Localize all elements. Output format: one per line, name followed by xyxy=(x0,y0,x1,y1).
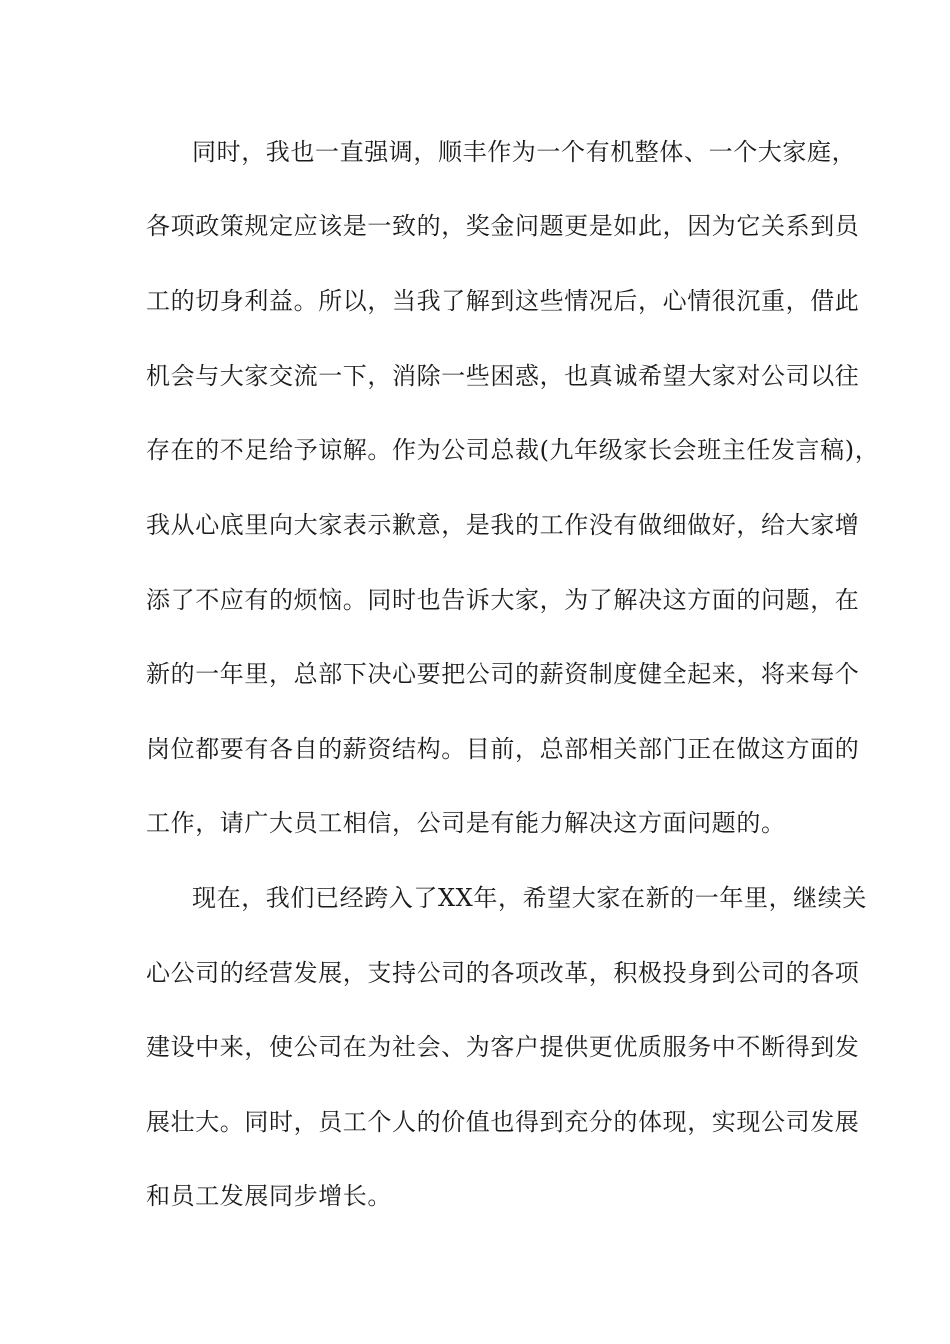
text-line: 同时，我也一直强调，顺丰作为一个有机整体、一个大家庭， xyxy=(192,138,857,166)
text-line: 展壮大。同时，员工个人的价值也得到充分的体现，实现公司发展 xyxy=(146,1108,860,1136)
text-line: 和员工发展同步增长。 xyxy=(146,1182,392,1210)
text-line: 工的切身利益。所以，当我了解到这些情况后，心情很沉重，借此 xyxy=(146,287,860,315)
text-line: 存在的不足给予谅解。作为公司总裁(九年级家长会班主任发言稿)， xyxy=(146,436,880,464)
text-line: 机会与大家交流一下，消除一些困惑，也真诚希望大家对公司以往 xyxy=(146,362,860,390)
text-line: 新的一年里，总部下决心要把公司的薪资制度健全起来，将来每个 xyxy=(146,660,860,688)
text-line: 岗位都要有各自的薪资结构。目前，总部相关部门正在做这方面的 xyxy=(146,735,860,763)
text-line: 心公司的经营发展，支持公司的各项改革，积极投身到公司的各项 xyxy=(146,959,860,987)
text-line: 我从心底里向大家表示歉意，是我的工作没有做细做好，给大家增 xyxy=(146,511,860,539)
text-line: 现在，我们已经跨入了XX年，希望大家在新的一年里，继续关 xyxy=(192,884,867,912)
text-line: 建设中来，使公司在为社会、为客户提供更优质服务中不断得到发 xyxy=(146,1033,860,1061)
text-line: 各项政策规定应该是一致的，奖金问题更是如此，因为它关系到员 xyxy=(146,212,860,240)
text-line: 添了不应有的烦恼。同时也告诉大家，为了解决这方面的问题，在 xyxy=(146,586,860,614)
text-line: 工作，请广大员工相信，公司是有能力解决这方面问题的。 xyxy=(146,809,786,837)
